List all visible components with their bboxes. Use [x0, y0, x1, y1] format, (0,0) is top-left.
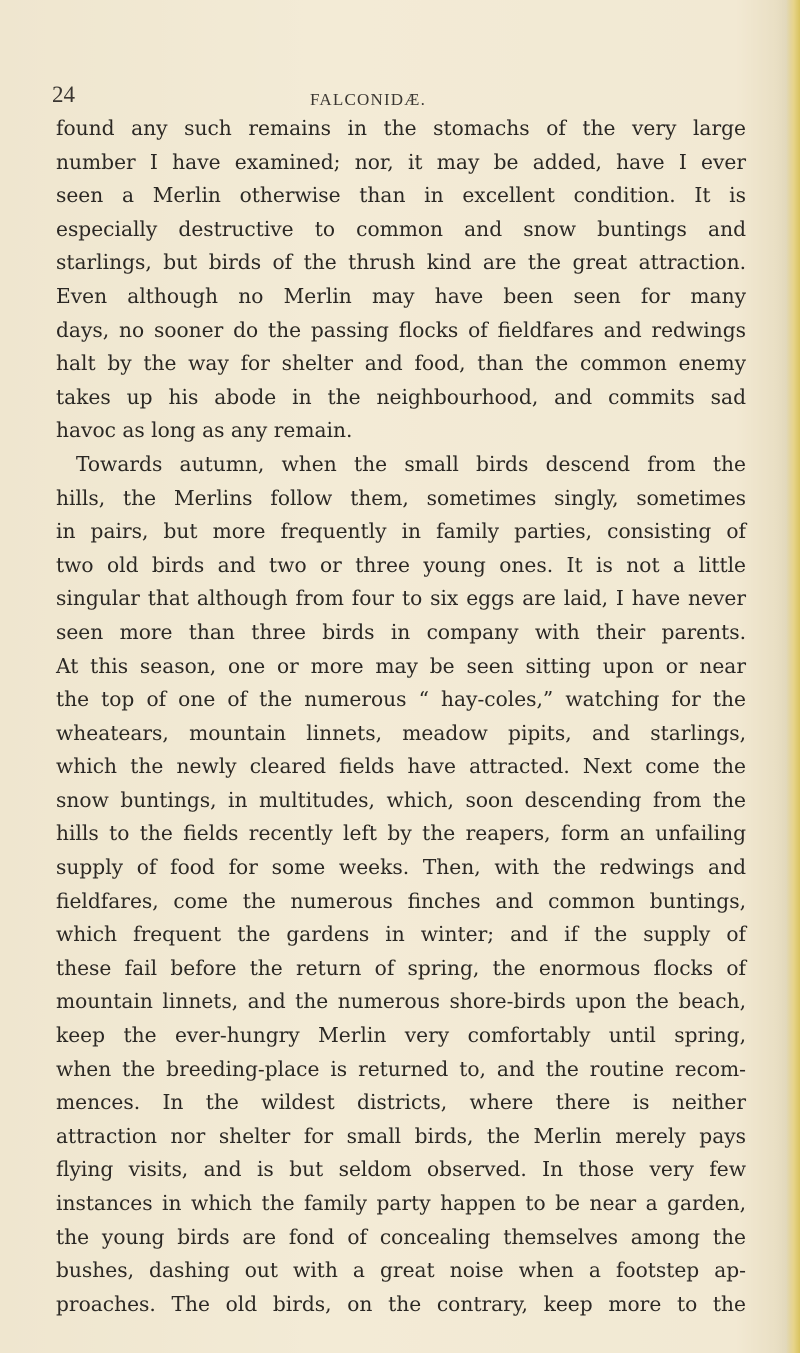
- text-line: these fail before the return of spring, the enormous flocks of: [56, 955, 746, 980]
- running-head: FALCONIDÆ.: [310, 90, 427, 109]
- text-line: attraction nor shelter for small birds, the Merlin merely pays: [56, 1123, 746, 1148]
- text-line: Even although no Merlin may have been seen for many: [56, 283, 746, 308]
- body-text: [56, 112, 746, 1321]
- text-line: hills to the fields recently left by the reapers, form an unfailing: [56, 821, 746, 846]
- text-line: when the breeding-place is returned to, and the routine recom-: [56, 1056, 746, 1081]
- page-edge: [786, 0, 800, 1353]
- paragraph-1: [56, 112, 746, 448]
- text-line: mountain linnets, and the numerous shore-birds upon the beach,: [56, 989, 746, 1014]
- text-line: proaches. The old birds, on the contrary, keep more to the: [56, 1291, 746, 1316]
- text-line: fieldfares, come the numerous finches and common buntings,: [56, 888, 746, 913]
- text-line: which frequent the gardens in winter; and if the supply of: [56, 922, 746, 947]
- text-line: found any such remains in the stomachs of the very large: [56, 116, 746, 140]
- text-line: hills, the Merlins follow them, sometimes singly, sometimes: [56, 485, 746, 510]
- text-line: singular that although from four to six eggs are laid, I have never: [56, 586, 746, 611]
- text-line: days, no sooner do the passing flocks of fieldfares and redwings: [56, 317, 746, 342]
- text-line: two old birds and two or three young ones. It is not a little: [56, 552, 746, 577]
- text-line: in pairs, but more frequently in family parties, consisting of: [56, 519, 746, 544]
- text-line: seen a Merlin otherwise than in excellent condition. It is: [56, 183, 746, 208]
- text-line: At this season, one or more may be seen sitting upon or near: [56, 653, 746, 678]
- text-line: number I have examined; nor, it may be added, have I ever: [56, 149, 746, 174]
- text-line: wheatears, mountain linnets, meadow pipits, and starlings,: [56, 720, 746, 745]
- text-line: keep the ever-hungry Merlin very comfortably until spring,: [56, 1023, 746, 1048]
- text-line: starlings, but birds of the thrush kind are the great attraction.: [56, 250, 746, 275]
- text-line: supply of food for some weeks. Then, with the redwings and: [56, 855, 746, 880]
- text-line: havoc as long as any remain.: [56, 418, 353, 443]
- text-line: seen more than three birds in company with their parents.: [56, 619, 746, 644]
- text-line: Towards autumn, when the small birds descend from the: [76, 451, 746, 476]
- text-line: mences. In the wildest districts, where there is neither: [56, 1090, 746, 1115]
- text-line: halt by the way for shelter and food, than the common enemy: [56, 351, 746, 376]
- text-line: bushes, dashing out with a great noise when a footstep ap-: [56, 1258, 746, 1283]
- text-line: especially destructive to common and snow buntings and: [56, 216, 746, 241]
- text-line: flying visits, and is but seldom observed. In those very few: [56, 1157, 746, 1182]
- text-line: instances in which the family party happen to be near a garden,: [56, 1191, 746, 1215]
- text-line: the top of one of the numerous “ hay-coles,” watching for the: [56, 687, 746, 712]
- text-line: the young birds are fond of concealing themselves among the: [56, 1224, 746, 1249]
- page-header: [52, 82, 742, 112]
- text-line: snow buntings, in multitudes, which, soon descending from the: [56, 787, 746, 812]
- paragraph-2: [56, 448, 746, 1321]
- text-line: takes up his abode in the neighbourhood, and commits sad: [56, 384, 746, 409]
- page-number: 24: [52, 82, 75, 107]
- text-line: which the newly cleared fields have attracted. Next come the: [56, 754, 746, 779]
